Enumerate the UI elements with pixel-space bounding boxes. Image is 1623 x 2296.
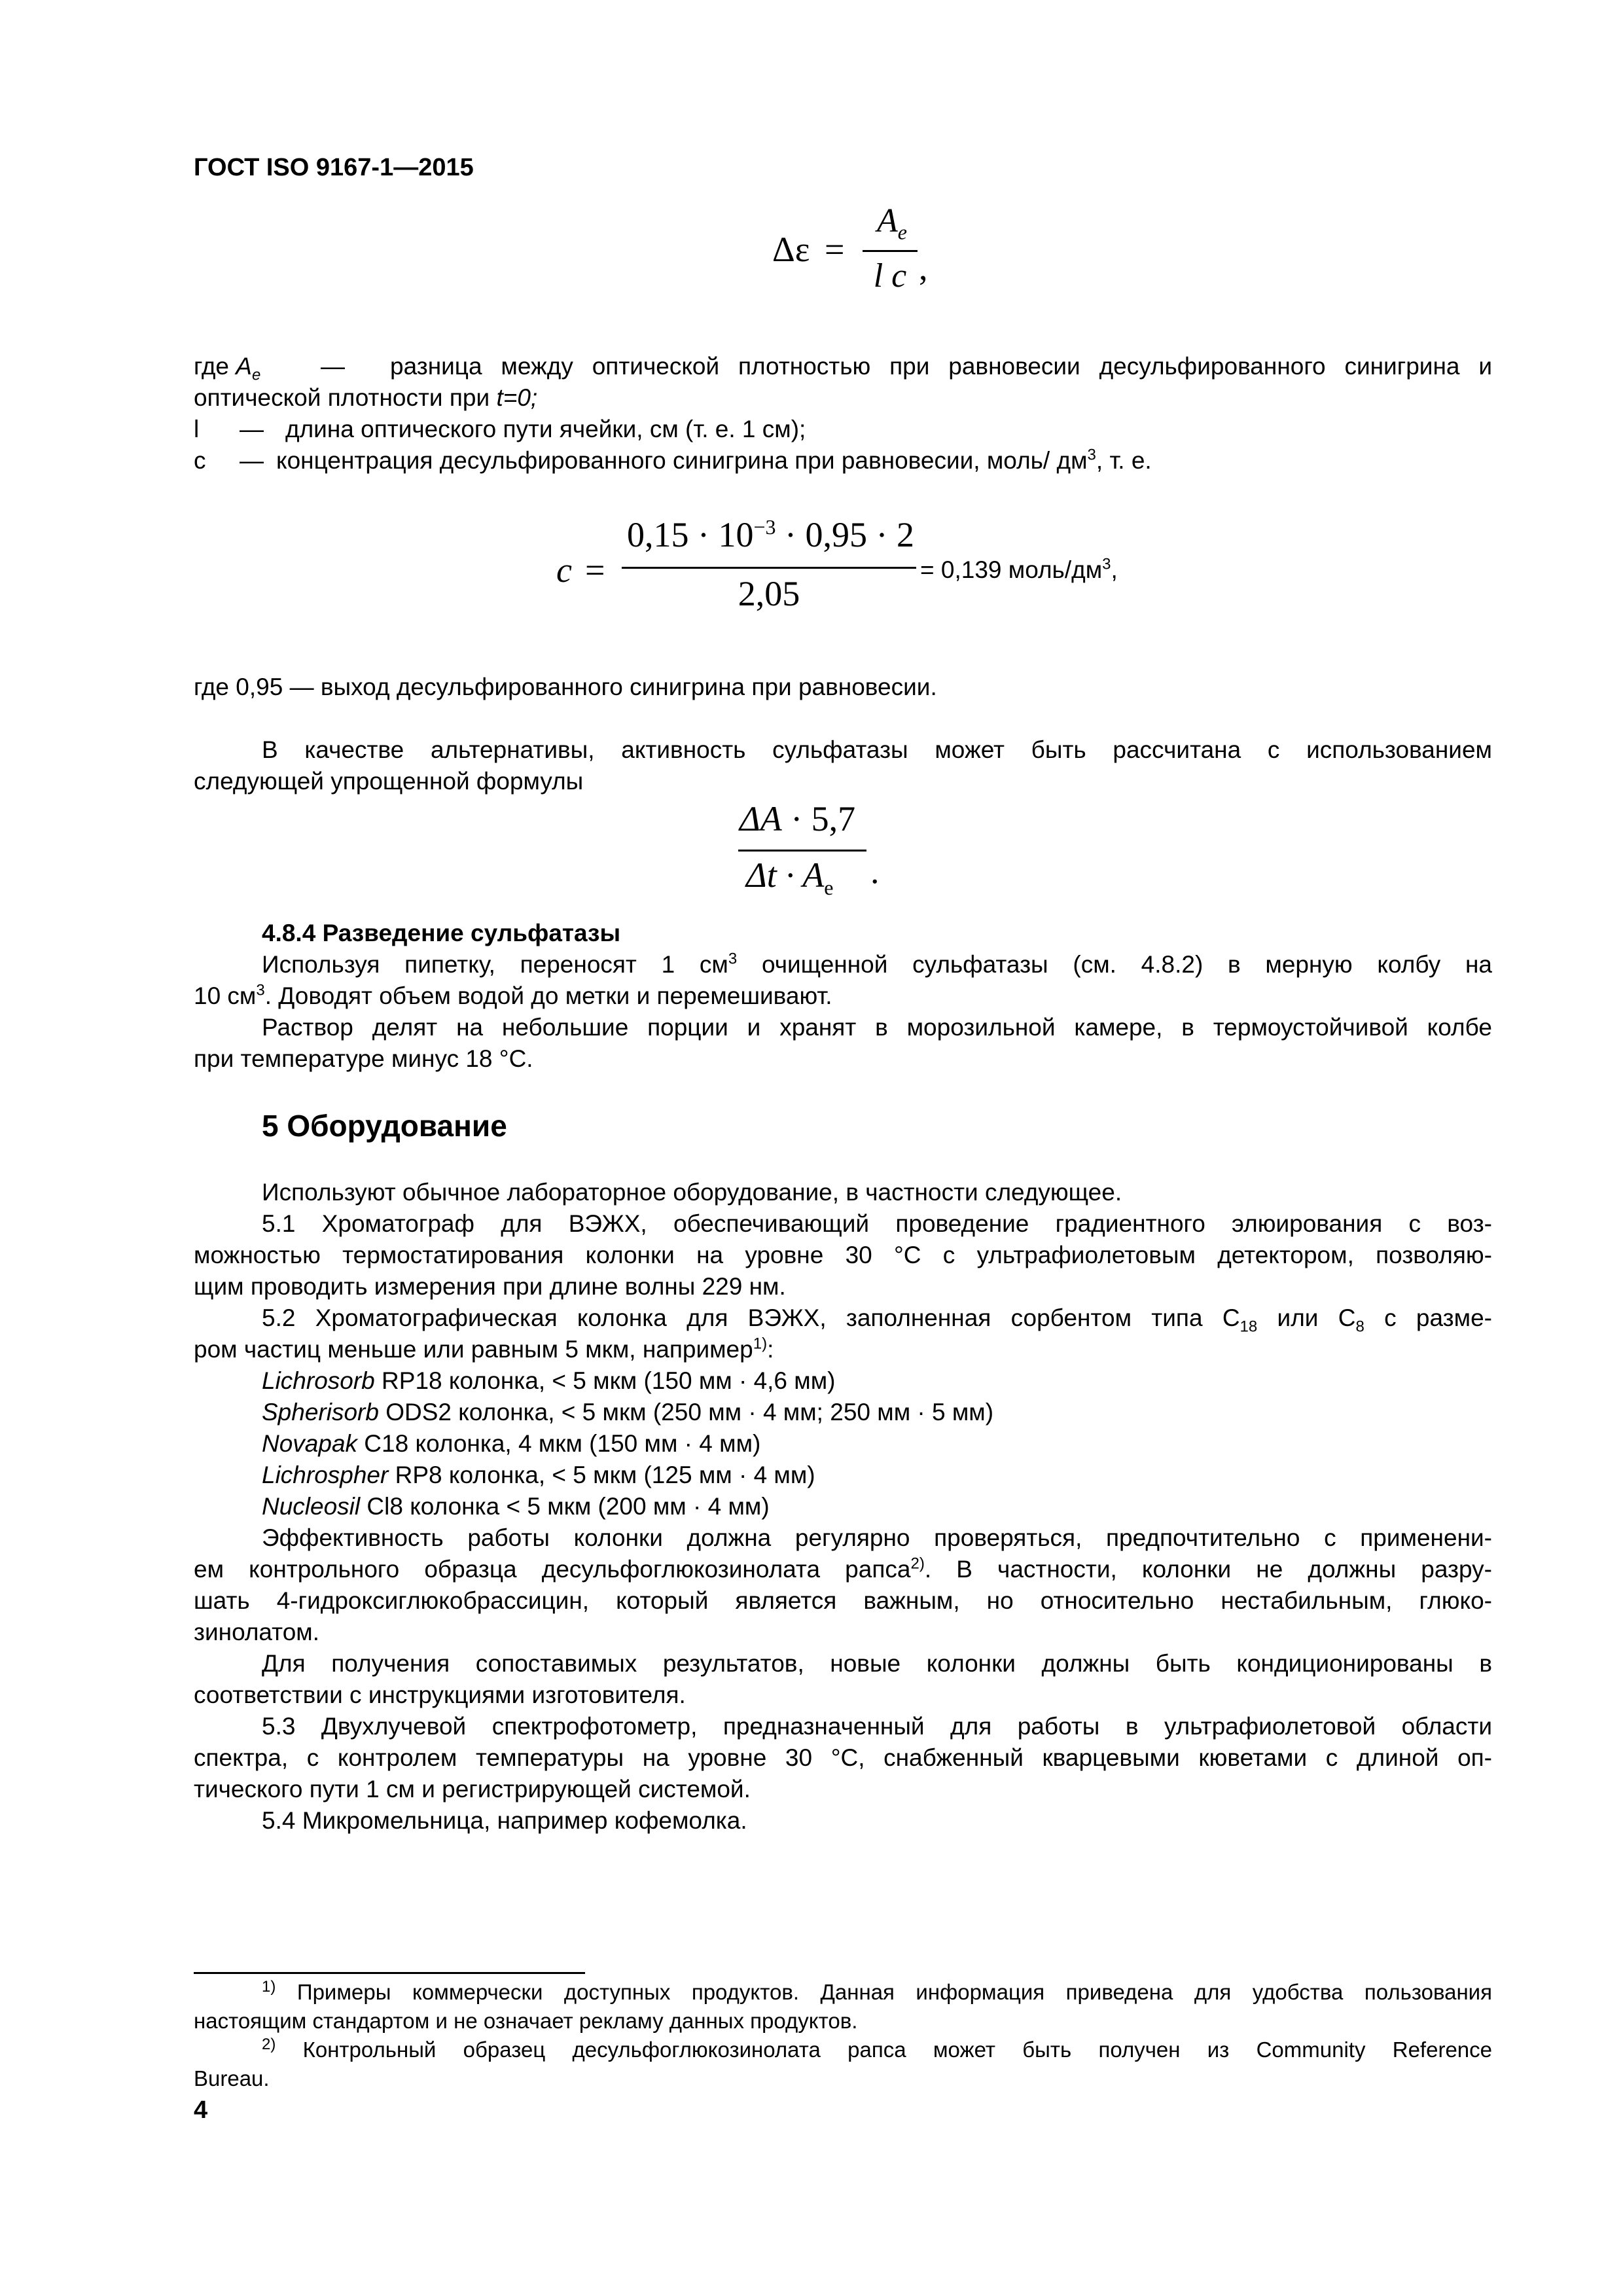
formula-simplified bbox=[733, 792, 890, 903]
formula3-fraction-bar bbox=[738, 850, 866, 852]
where-c-text: концентрация десульфированного синигрина при равновесии, моль/ $дм^3$, т. е. bbox=[276, 446, 1152, 474]
formula2-fraction-bar bbox=[622, 567, 916, 569]
where-ae-text-line2: оптической плотности при t=0; bbox=[194, 384, 538, 411]
footnote-1-line1: $^{1)}$ Примеры коммерчески доступных продуктов. Данная информация приведена для удобства пользования bbox=[262, 1978, 1492, 2004]
symbol-ae: $A_e$ bbox=[236, 353, 261, 384]
section-4-8-4-p2-line1: Раствор делят на небольшие порции и хранят в морозильной камере, в термоустойчивой колбе bbox=[262, 1014, 1492, 1041]
formula1-equals: = bbox=[825, 230, 845, 269]
formula2-equals: = bbox=[585, 550, 605, 590]
column-example: Lichrosorb RP18 колонка, < 5 мкм (150 мм · 4,6 мм) bbox=[262, 1367, 836, 1394]
section-5-intro: Используют обычное лабораторное оборудование, в частности следующее. bbox=[262, 1179, 1122, 1206]
efficiency-line1: Эффективность работы колонки должна регулярно проверяться, предпочтительно с применени- bbox=[262, 1524, 1492, 1551]
where-l-symbol: l bbox=[194, 416, 200, 442]
where-ae-text-line1: разница между оптической плотностью при равновесии десульфированного синигрина и bbox=[390, 353, 1492, 380]
where-ae-dash: — bbox=[321, 353, 345, 380]
section-4-8-4-p1-line1: Используя пипетку, переносят 1 $см^3$ очищенной сульфатазы (см. 4.8.2) в мерную колбу на bbox=[262, 950, 1492, 978]
section-4-8-4-p1-line2: 10 $см^3$. Доводят объем водой до метки и перемешивают. bbox=[194, 981, 832, 1009]
column-example: Spherisorb ODS2 колонка, < 5 мкм (250 мм · 4 мм; 250 мм · 5 мм) bbox=[262, 1399, 994, 1426]
page-number: 4 bbox=[194, 2096, 208, 2124]
formula1-fraction-bar bbox=[863, 250, 918, 252]
section-5-title: 5 Оборудование bbox=[262, 1109, 507, 1143]
formula3-numerator: ΔA · 5,7 bbox=[740, 799, 856, 838]
formula-concentration bbox=[556, 511, 1158, 622]
conditioning-line1: Для получения сопоставимых результатов, новые колонки должны быть кондиционированы в bbox=[262, 1650, 1492, 1677]
formula2-denominator: 2,05 bbox=[738, 574, 800, 613]
column-example: Novapak С18 колонка, 4 мкм (150 мм · 4 мм) bbox=[262, 1430, 761, 1457]
alternative-paragraph-line1: В качестве альтернативы, активность сульфатазы может быть рассчитана с использованием bbox=[262, 736, 1492, 763]
formula3-period: . bbox=[870, 852, 880, 891]
where-c-symbol: c bbox=[194, 447, 206, 474]
formula1-comma: , bbox=[919, 248, 928, 287]
formula1-lhs: Δε bbox=[772, 230, 810, 269]
column-example: Lichrospher RP8 колонка, < 5 мкм (125 мм · 4 мм) bbox=[262, 1462, 815, 1488]
footnote-separator bbox=[194, 1972, 585, 1974]
where-yield-line: где 0,95 — выход десульфированного синигрина при равновесии. bbox=[194, 673, 937, 700]
where-ae-line: где $A_e$ bbox=[194, 353, 261, 384]
item-5-1-line3: щим проводить измерения при длине волны 229 нм. bbox=[194, 1273, 786, 1300]
formula2-result: = 0,139 моль/$дм^3$, bbox=[920, 555, 1118, 583]
item-5-3-line1: 5.3 Двухлучевой спектрофотометр, предназначенный для работы в ультрафиолетовой области bbox=[262, 1713, 1492, 1740]
where-l-text: длина оптического пути ячейки, см (т. е. 1 см); bbox=[285, 416, 806, 442]
formula1-denominator: l c bbox=[873, 257, 907, 295]
alternative-paragraph-line2: следующей упрощенной формулы bbox=[194, 768, 584, 795]
footnote-1-line2: настоящим стандартом и не означает рекламу данных продуктов. bbox=[194, 2009, 858, 2033]
formula3-denominator: $\Delta t \cdot A_e$ bbox=[746, 855, 834, 899]
footnote-2-line2: Bureau. bbox=[194, 2066, 270, 2090]
item-5-3-line3: тического пути 1 см и регистрирующей системой. bbox=[194, 1776, 751, 1803]
item-5-1-line1: 5.1 Хроматограф для ВЭЖХ, обеспечивающий проведение градиентного элюирования с воз- bbox=[262, 1210, 1492, 1237]
efficiency-line2: ем контрольного образца десульфоглюкозинолата рапса$^{2)}$. В частности, колонки не должны разру- bbox=[194, 1554, 1492, 1583]
section-4-8-4-p2-line2: при температуре минус 18 °С. bbox=[194, 1045, 533, 1072]
item-5-1-line2: можностью термостатирования колонки на уровне 30 °С с ультрафиолетовым детектором, позволяю- bbox=[194, 1242, 1492, 1268]
efficiency-line3: шать 4-гидроксиглюкобрассицин, который является важным, но относительно нестабильным, глюко- bbox=[194, 1587, 1492, 1614]
conditioning-line2: соответствии с инструкциями изготовителя. bbox=[194, 1681, 686, 1708]
item-5-2-line1: 5.2 Хроматографическая колонка для ВЭЖХ, заполненная сорбентом типа $С_{18}$ или $С_8$ с разме- bbox=[262, 1304, 1492, 1336]
column-example: Nucleosil Cl8 колонка < 5 мкм (200 мм · 4 мм) bbox=[262, 1493, 770, 1520]
item-5-2-line2: ром частиц меньше или равным 5 мкм, например$^{1)}$: bbox=[194, 1335, 774, 1363]
efficiency-line4: зинолатом. bbox=[194, 1619, 320, 1645]
item-5-4: 5.4 Микромельница, например кофемолка. bbox=[262, 1807, 747, 1834]
formula2-numerator: $0,15 \cdot 10^{-3} \cdot 0,95 \cdot 2$ bbox=[627, 515, 914, 554]
formula2-lhs: c bbox=[556, 550, 572, 590]
where-c-dash: — bbox=[240, 447, 264, 474]
formula1-numerator: $A_e$ bbox=[877, 202, 907, 244]
formula-delta-epsilon bbox=[772, 196, 929, 301]
item-5-3-line2: спектра, с контролем температуры на уровне 30 °С, снабженный кварцевыми кюветами с длиной оп- bbox=[194, 1744, 1492, 1771]
where-l-dash: — bbox=[240, 416, 264, 442]
footnote-2-line1: $^{2)}$ Контрольный образец десульфоглюкозинолата рапса может быть получен из Community Reference bbox=[262, 2036, 1492, 2062]
section-4-8-4-title: 4.8.4 Разведение сульфатазы bbox=[262, 920, 621, 946]
standard-code-header: ГОСТ ISO 9167-1—2015 bbox=[194, 154, 474, 181]
